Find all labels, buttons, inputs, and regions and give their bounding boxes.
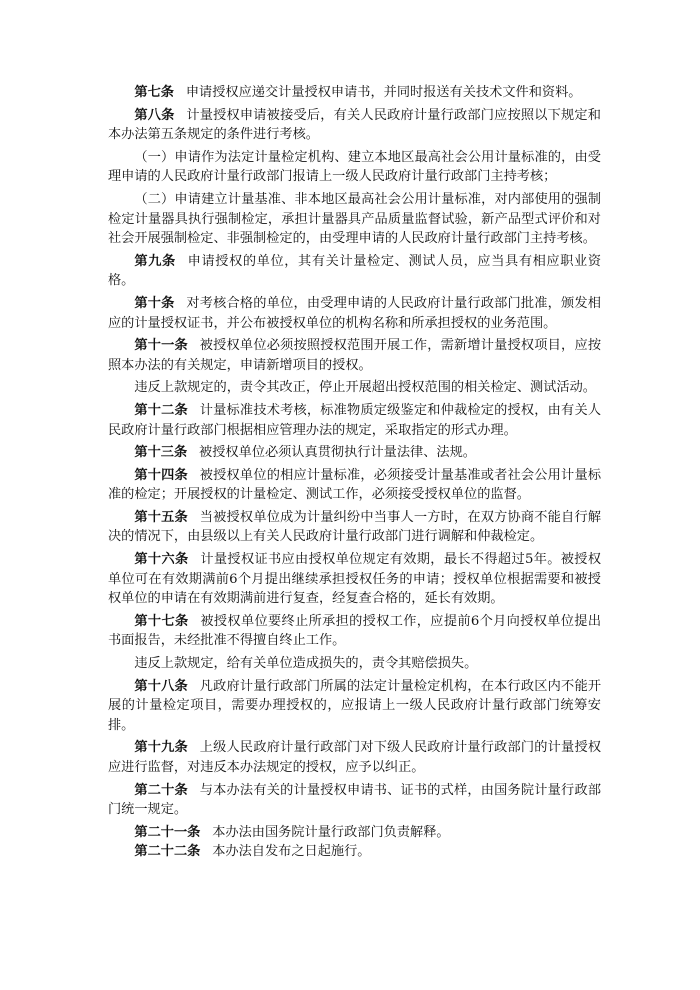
article-number: 第十六条 (134, 552, 189, 568)
article-number: 第十一条 (134, 338, 188, 354)
article-text: 被授权单位的相应计量标准，必须接受计量基准或者社会公用计量标准的检定；开展授权的计量检定、测试工作，必须接受授权单位的监督。 (108, 467, 602, 503)
article-number: 第十二条 (134, 402, 188, 418)
article-17-clause (108, 654, 601, 674)
article-text: 本办法自发布之日起施行。 (212, 844, 371, 860)
article-text: 被授权单位要终止所承担的授权工作，应提前6个月向授权单位提出书面报告，未经批准不得擅自终止工作。 (108, 613, 602, 649)
article-22 (108, 842, 601, 862)
article-text: 计量授权申请被接受后，有关人民政府计量行政部门应按照以下规定和本办法第五条规定的条件进行考核。 (108, 107, 601, 143)
article-11 (108, 336, 601, 375)
article-text: 对考核合格的单位，由受理申请的人民政府计量行政部门批准，颁发相应的计量授权证书，并公布被授权单位的机构名称和所承担授权的业务范围。 (108, 295, 601, 331)
article-number: 第十五条 (134, 509, 188, 525)
article-text: 计量标准技术考核，标准物质定级鉴定和仲裁检定的授权，由有关人民政府计量行政部门根据相应管理办法的规定，采取指定的形式办理。 (108, 402, 602, 438)
article-number: 第十三条 (134, 445, 188, 461)
article-8-item-1 (108, 148, 601, 187)
article-text: 申请授权应递交计量授权申请书，并同时报送有关技术文件和资料。 (185, 85, 582, 100)
article-21 (108, 823, 601, 843)
article-number: 第二十一条 (134, 824, 201, 840)
article-12 (108, 401, 601, 440)
article-8 (108, 106, 601, 145)
article-18 (108, 677, 601, 736)
article-number: 第二十二条 (134, 844, 201, 860)
article-11-clause (108, 378, 601, 398)
article-number: 第十九条 (134, 740, 188, 756)
document-body (108, 83, 601, 862)
article-20 (108, 781, 601, 820)
article-text: 当被授权单位成为计量纠纷中当事人一方时，在双方协商不能自行解决的情况下，由县级以上有关人民政府计量行政部门进行调解和仲裁检定。 (108, 509, 602, 545)
article-text: 本办法由国务院计量行政部门负责解释。 (212, 824, 450, 840)
article-number: 第十四条 (134, 467, 188, 483)
article-19 (108, 738, 601, 777)
article-text: （一）申请作为法定计量检定机构、建立本地区最高社会公用计量标准的，由受理申请的人民政府计量行政部门报请上一级人民政府计量行政部门主持考核； (108, 149, 601, 185)
article-text: 违反上款规定，给有关单位造成损失的，责令其赔偿损失。 (134, 656, 478, 672)
article-17 (108, 612, 601, 651)
article-number: 第九条 (134, 253, 176, 269)
article-number: 第十八条 (134, 678, 188, 694)
article-text: 计量授权证书应由授权单位规定有效期，最长不得超过5年。被授权单位可在有效期满前6个月提出继续承担授权任务的申请；授权单位根据需要和被授权单位的申请在有效期满前进行复查，经复查合格的，延长有效期。 (108, 552, 602, 607)
article-8-item-2 (108, 190, 601, 249)
article-number: 第二十条 (134, 782, 188, 798)
article-text: 上级人民政府计量行政部门对下级人民政府计量行政部门的计量授权应进行监督，对违反本办法规定的授权，应予以纠正。 (108, 740, 602, 775)
article-number: 第七条 (134, 85, 174, 100)
article-number: 第十七条 (134, 613, 189, 629)
article-number: 第八条 (134, 107, 175, 123)
article-number: 第十条 (134, 295, 175, 311)
article-text: 与本办法有关的计量授权申请书、证书的式样，由国务院计量行政部门统一规定。 (108, 782, 602, 818)
article-text: 违反上款规定的，责令其改正，停止开展超出授权范围的相关检定、测试活动。 (134, 380, 596, 396)
article-7 (108, 83, 601, 103)
article-13 (108, 443, 601, 463)
article-14 (108, 466, 601, 505)
article-16 (108, 550, 601, 609)
article-text: 被授权单位必须认真贯彻执行计量法律、法规。 (199, 445, 476, 461)
article-15 (108, 508, 601, 547)
article-9 (108, 252, 601, 291)
article-10 (108, 294, 601, 333)
article-text: 凡政府计量行政部门所属的法定计量检定机构，在本行政区内不能开展的计量检定项目，需要办理授权的，应报请上一级人民政府计量行政部门统筹安排。 (108, 678, 602, 733)
article-text: 被授权单位必须按照授权范围开展工作，需新增计量授权项目，应按照本办法的有关规定，申请新增项目的授权。 (108, 338, 602, 373)
article-text: （二）申请建立计量基准、非本地区最高社会公用计量标准，对内部使用的强制检定计量器具执行强制检定，承担计量器具产品质量监督试验，新产品型式评价和对社会开展强制检定、非强制检定的，由受理申请的人民政府计量行政部门主持考核。 (108, 191, 601, 247)
article-text: 申请授权的单位，其有关计量检定、测试人员，应当具有相应职业资格。 (108, 253, 602, 289)
